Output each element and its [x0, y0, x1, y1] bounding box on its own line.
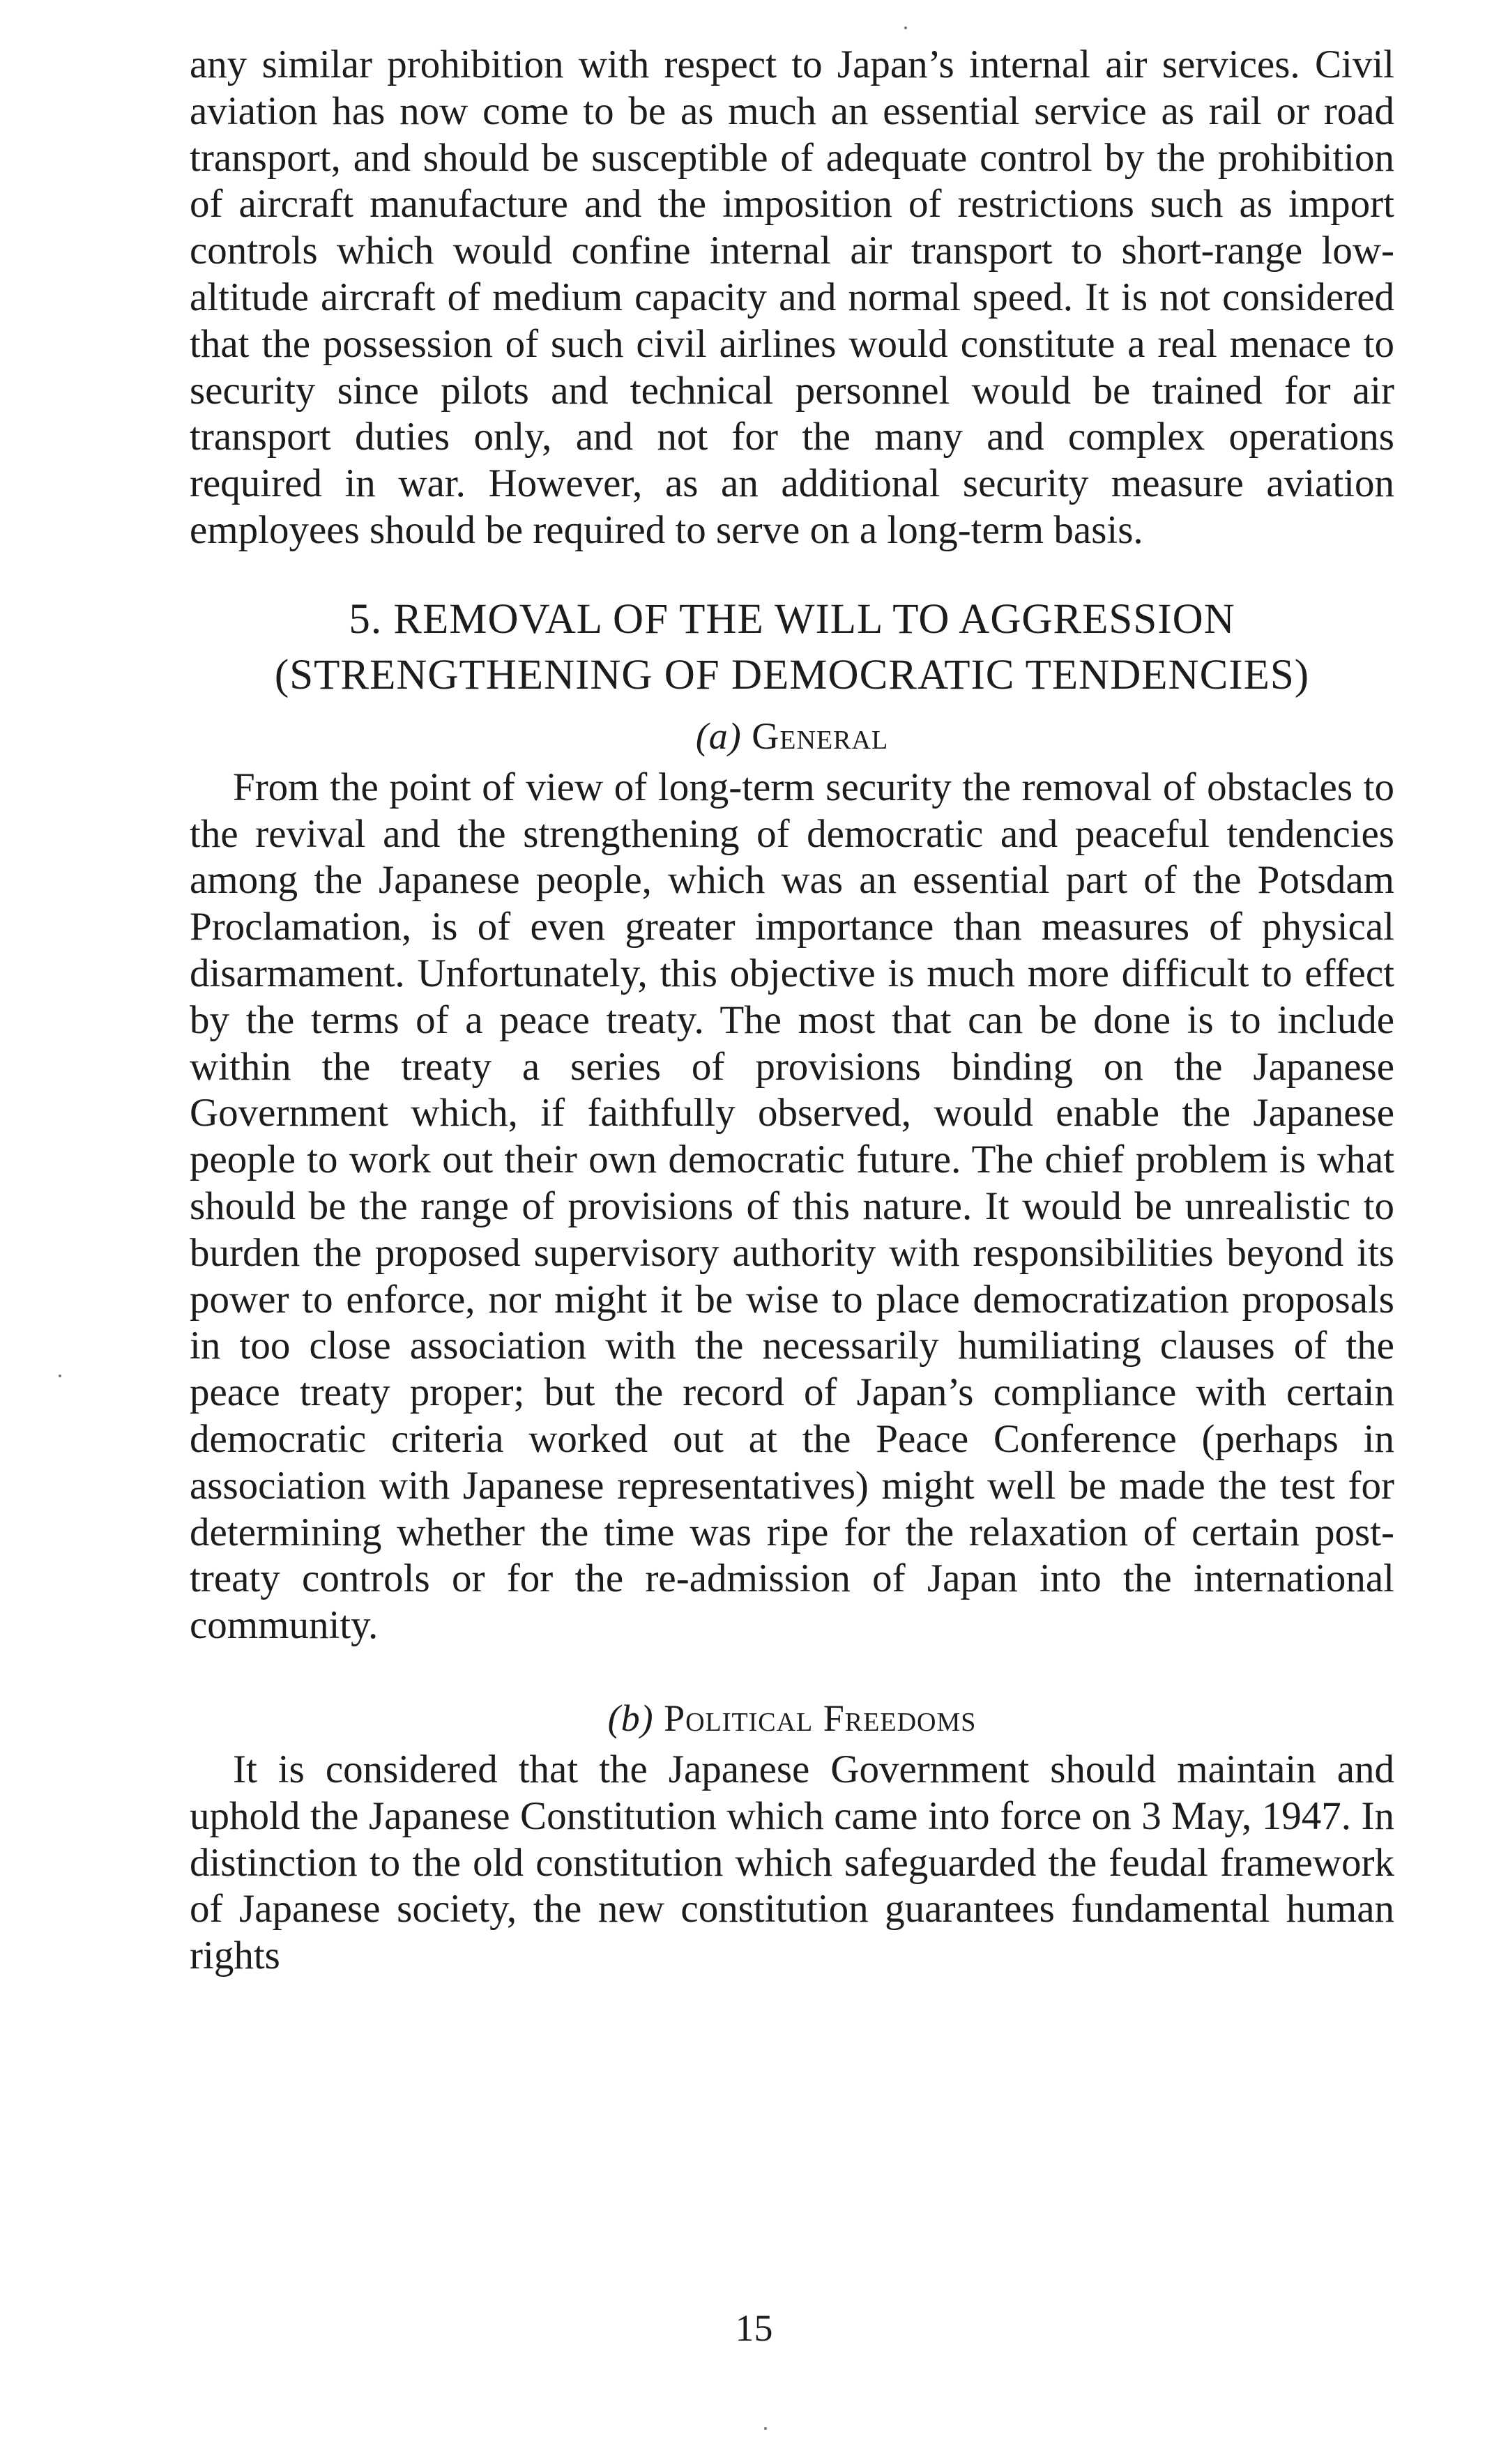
subsection-b-title: Political Freedoms — [664, 1697, 977, 1739]
section-heading — [190, 592, 1394, 703]
section-heading-line-2: (STRENGTHENING OF DEMOCRATIC TENDENCIES) — [274, 651, 1310, 698]
scan-speck — [59, 1375, 61, 1377]
subsection-a-heading — [190, 713, 1394, 759]
page-number: 15 — [735, 2307, 773, 2349]
scan-speck — [904, 26, 907, 29]
section-heading-line-1: 5. REMOVAL OF THE WILL TO AGGRESSION — [349, 595, 1235, 643]
page-body — [190, 42, 1394, 1980]
subsection-a-title: General — [752, 714, 889, 757]
intro-paragraph: any similar prohibition with respect to Japan’s internal air services. Civil aviation has now come to be as much an essential service as rail or road transport, and should be susceptible of adequate control by the prohibition of aircraft manufacture and the imposition of restrictions such as import controls which would confine internal air transport to short-range low-altitude aircraft of medium capacity and normal speed. It is not considered that the possession of such civil airlines would constitute a real menace to security since pilots and technical personnel would be trained for air transport duties only, and not for the many and complex operations required in war. However, as an additional security measure aviation employees should be required to serve on a long-term basis. — [190, 43, 1394, 552]
subsection-a-marker: (a) — [695, 714, 742, 757]
subsection-a-paragraph: From the point of view of long-term security the removal of obstacles to the revival and the strengthening of democratic and peaceful tendencies among the Japanese people, which was an essential part of the Potsdam Proclamation, is of even greater importance than measures of physical disarmament. Unfortunately, this objective is much more difficult to effect by the terms of a peace treaty. The most that can be done is to include within the treaty a series of provisions binding on the Japanese Government which, if faithfully observed, would enable the Japanese people to work out their own democratic future. The chief problem is what should be the range of provisions of this nature. It would be unrealistic to burden the proposed supervisory authority with responsibilities beyond its power to enforce, nor might it be wise to place democratization proposals in too close association with the necessarily humiliating clauses of the peace treaty proper; but the record of Japan’s compliance with certain democratic criteria worked out at the Peace Conference (perhaps in association with Japanese representatives) might well be made the test for determining whether the time was ripe for the relaxation of certain post-treaty controls or for the re-admission of Japan into the international community. — [190, 765, 1394, 1648]
scan-speck — [764, 2427, 767, 2430]
subsection-b-heading — [190, 1695, 1394, 1741]
subsection-b-paragraph: It is considered that the Japanese Government should maintain and uphold the Japanese Constitution which came into force on 3 May, 1947. In distinction to the old constitution which safeguarded the feudal framework of Japanese society, the new constitution guarantees fundamental human rights — [190, 1747, 1394, 1978]
subsection-b-marker: (b) — [607, 1697, 654, 1739]
